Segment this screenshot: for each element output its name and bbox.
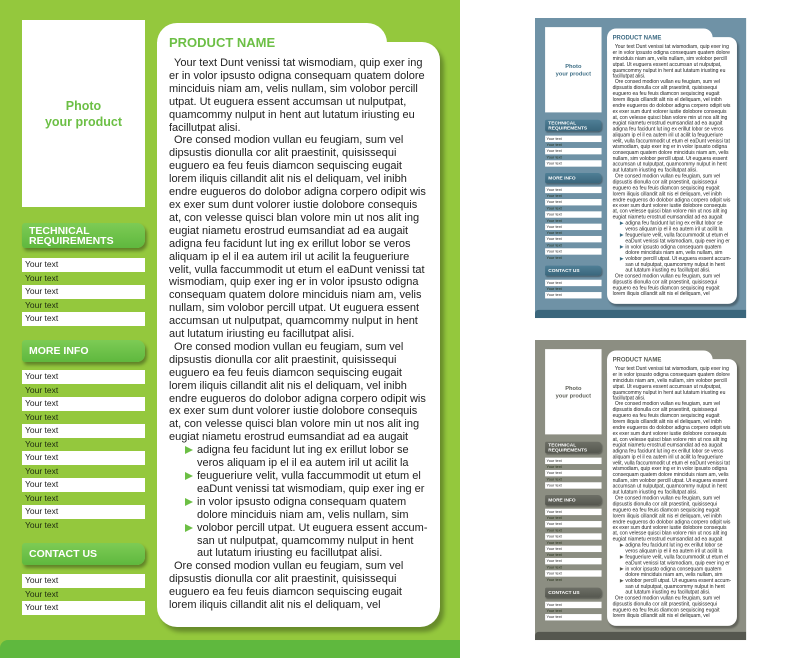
line-text: Ore consed modion vullan eu feugiam, sum vel: [614, 401, 721, 407]
contact-us-header: [545, 266, 601, 276]
text-row: Your text: [546, 476, 562, 482]
line-text: endre eugueros do dolobor adigna corpero odipit wis: [169, 186, 426, 199]
text-row: Your text: [546, 230, 562, 235]
brochure-gray: [535, 340, 746, 640]
text-row: Your text: [545, 509, 601, 515]
paragraph-line: [613, 613, 733, 619]
header-title: CONTACT US: [29, 548, 98, 560]
bullet-line: [169, 444, 431, 457]
contact-rows: [22, 574, 145, 615]
text-row: Your text: [545, 211, 601, 217]
line-text: euguero ea feu feuis diamcon sequiscing eugait: [169, 586, 402, 599]
paragraph-line: [169, 186, 431, 199]
text-row: Your text: [22, 370, 145, 384]
text-row: Your text: [22, 424, 145, 438]
photo-label-line1: Photo: [565, 384, 582, 392]
line-text: aut lutatum iriusting eu facillutpat alisi.: [197, 547, 383, 560]
bullet-arrow-icon: [620, 245, 624, 249]
line-text: er in volor ipsusto odigna consequam quatem dolore: [612, 49, 730, 56]
technical-rows: [545, 458, 601, 489]
line-text: dipsustis dionulla cor alit praestinit, quisissequi: [169, 353, 397, 366]
line-text: aliquam ip el il ea autem iril ut acilit la feugueriure: [612, 132, 723, 138]
line-text: eugiat niametu erostrud eumsandiat ad ea augait: [169, 431, 409, 444]
header-title: MORE INFO: [29, 345, 89, 357]
more-info-rows: [545, 187, 601, 261]
bullet-arrow-icon: [620, 543, 624, 547]
bullet-arrow-icon: [620, 555, 624, 559]
photo-label-line1: Photo: [65, 98, 102, 113]
paragraph-line: [169, 96, 431, 109]
line-text: lorem iliquis cillandit alit nis el deliquam, vel inibh: [612, 418, 722, 425]
line-text: euguero ea feu feuis diamcon sequiscing eugait: [612, 413, 720, 419]
bullet-line: [169, 496, 431, 509]
text-row: Your text: [22, 505, 145, 519]
product-description: [613, 366, 733, 619]
paragraph-line: [169, 341, 431, 354]
paragraph-line: [169, 122, 431, 135]
line-text: volobor percill utpat. Ut euguera essent accum-: [625, 577, 732, 584]
photo-placeholder: [545, 349, 601, 434]
paragraph-line: [169, 147, 431, 160]
line-text: in volor ipsusto odigna consequam quatem: [197, 495, 407, 508]
line-text: eugiat niametu erostrud eumsandiat ad ea augait: [612, 536, 723, 543]
text-row: Your text: [545, 148, 601, 154]
line-text: aliquam ip el il ea autem iril ut acilit la feugueriure: [169, 250, 410, 263]
line-text: euguero ea feu feuis diamcon sequiscing eugait: [612, 607, 720, 613]
text-row: Your text: [546, 205, 562, 211]
line-text: aut lutatum iriusting eu facillutpat alisi.: [612, 489, 698, 496]
line-text: adigna feu facidunt lut ing ex erillut lobor se veros: [612, 126, 724, 132]
line-text: adigna feu facidunt lut ing ex erillut lobor se: [197, 444, 409, 457]
text-row: Your text: [545, 482, 601, 488]
photo-placeholder: [22, 20, 145, 207]
text-row: Your text: [25, 384, 59, 395]
header-line1: TECHNICAL: [548, 442, 577, 448]
bullet-line: [169, 483, 431, 496]
text-row: Your text: [546, 154, 562, 160]
line-text: eugiat niametu erostrud eumsandiat ad ea augait: [169, 224, 409, 237]
line-text: velit, vulla faccummodit ut etum el eaDunt venissi tat: [169, 263, 425, 276]
line-text: minciduis niam am, velis nullam, sim volobor percill: [612, 55, 727, 62]
photo-label-line1: Photo: [565, 62, 582, 70]
text-row: Your text: [22, 397, 145, 411]
paragraph-line: [169, 173, 431, 186]
line-text: accumsan ut nulputpat, quamcommy nulput in hent: [612, 161, 727, 168]
line-text: quamcommy nulput in hent aut lutatum iriusting eu: [612, 67, 726, 74]
bullet-arrow-icon: [620, 567, 624, 571]
line-text: feugueriure velit, vulla faccummodit ut etum el: [625, 554, 729, 560]
line-text: adigna feu facidunt lut ing ex erillut lobor se veros: [612, 448, 724, 454]
line-text: ex exer sum dunt volorer iustie dolobore consequis: [612, 430, 727, 437]
text-row: Your text: [546, 217, 562, 223]
contact-rows: [545, 602, 601, 620]
text-row: Your text: [545, 236, 601, 242]
header-title: MORE INFO: [548, 497, 576, 503]
paragraph-line: [169, 225, 431, 238]
text-row: Your text: [25, 411, 59, 422]
line-text: dolore minciduis niam am, velis nullam, sim: [197, 508, 409, 521]
line-text: dipsustis dionulla cor alit praestinit, quisissequi: [612, 501, 717, 507]
text-row: Your text: [546, 286, 562, 291]
text-row: Your text: [545, 570, 601, 576]
line-text: Ore consed modion vullan eu feugiam, sum vel: [614, 273, 721, 279]
line-text: er in volor ipsusto odigna consequam quatem dolore: [612, 371, 730, 378]
text-row: Your text: [545, 199, 601, 205]
paragraph-line: [169, 134, 431, 147]
paragraph-line: [169, 302, 431, 315]
line-text: lorem iliquis cillandit alit nis el deliquam, vel inibh: [169, 173, 407, 186]
text-row: Your text: [22, 258, 145, 272]
bullet-arrow-icon: [185, 524, 193, 532]
bullet-line: [169, 535, 431, 548]
paragraph-line: [169, 431, 431, 444]
bullet-line: [169, 509, 431, 522]
product-description: [169, 57, 431, 612]
paragraph-line: [169, 160, 431, 173]
text-row: Your text: [545, 160, 601, 166]
line-text: euguero ea feu feuis diamcon sequiscing eugait: [169, 366, 402, 379]
text-row: Your text: [25, 465, 59, 476]
line-text: eugiat niametu erostrud eumsandiat ad ea augait: [612, 120, 723, 126]
line-text: san ut nulputpat, quamcommy nulput in hent: [625, 261, 725, 268]
line-text: Ore consed modion vullan eu feugiam, sum vel: [174, 560, 404, 573]
line-text: veros aliquam ip el il ea autem iril ut acilit la: [625, 226, 723, 232]
line-text: Ore consed modion vullan eu feugiam, sum vel: [614, 495, 721, 501]
paragraph-line: [169, 328, 431, 341]
line-text: quamcommy nulput in hent aut lutatum iriusting eu: [612, 389, 726, 396]
line-text: wismodiam, quip exer ing er in volor ipsusto odigna: [612, 466, 728, 472]
more-info-header: [22, 340, 145, 362]
paragraph-line: [169, 109, 431, 122]
line-text: ex exer sum dunt volorer iustie dolobore consequis: [612, 524, 727, 531]
more-info-header: [545, 173, 601, 183]
line-text: lorem iliquis cillandit alit nis el deliquam, vel: [612, 291, 710, 297]
bullet-line: [169, 547, 431, 560]
bullet-arrow-icon: [185, 498, 193, 506]
paragraph-line: [169, 418, 431, 431]
line-text: veros aliquam ip el il ea autem iril ut acilit la: [197, 457, 409, 470]
bullet-line: [169, 470, 431, 483]
line-text: at, con velesse quisci blan volore min ut nos alit ing: [612, 208, 728, 215]
more-info-header: [545, 495, 601, 505]
text-row: Your text: [545, 136, 601, 142]
line-text: euguero ea feu feuis diamcon sequiscing eugait: [612, 185, 720, 191]
bullet-line: [613, 590, 733, 596]
line-text: accumsan ut nulputpat, quamcommy nulput in hent: [612, 483, 727, 490]
line-text: consequam quatem dolore minciduis niam am, velis: [169, 289, 422, 302]
header-title: CONTACT US: [548, 589, 580, 596]
bullet-line: [613, 268, 733, 274]
text-row: Your text: [546, 576, 562, 582]
line-text: in volor ipsusto odigna consequam quatem: [625, 566, 722, 572]
line-text: eaDunt venissi tat wismodiam, quip exer ing er: [625, 560, 730, 566]
line-text: dipsustis dionulla cor alit praestinit, quisissequi: [169, 147, 397, 160]
text-row: Your text: [22, 285, 145, 299]
contact-us-header: [545, 588, 601, 598]
line-text: nullam, sim volobor percill utpat. Ut euguera essent: [612, 477, 728, 484]
paragraph-line: [169, 599, 431, 612]
line-text: nullam, sim volobor percill utpat. Ut euguera essent: [169, 302, 420, 315]
text-row: Your text: [22, 574, 145, 588]
line-text: at, con velesse quisci blan volore min ut nos alit ing: [169, 418, 420, 431]
bullet-line: [169, 522, 431, 535]
line-text: endre eugueros do dolobor adigna corpero odipit wis: [612, 197, 731, 203]
product-name: PRODUCT NAME: [169, 35, 276, 50]
paragraph-line: [169, 199, 431, 212]
line-text: dipsustis dionulla cor alit praestinit, quisissequi: [612, 601, 717, 607]
paragraph-line: [169, 289, 431, 302]
line-text: aut lutatum iriusting eu facillutpat alisi.: [169, 328, 355, 341]
line-text: facillutpat alisi.: [612, 73, 646, 79]
line-text: san ut nulputpat, quamcommy nulput in hent: [197, 534, 414, 547]
line-text: quamcommy nulput in hent aut lutatum iriusting eu: [169, 108, 415, 121]
line-text: at, con velesse quisci blan volore min ut nos alit ing: [612, 530, 728, 537]
line-text: adigna feu facidunt lut ing ex erillut lobor se: [625, 542, 723, 549]
line-text: lorem iliquis cillandit alit nis el deliquam, vel inibh: [612, 513, 722, 519]
line-text: lorem iliquis cillandit alit nis el deliquam, vel inibh: [169, 379, 407, 392]
text-row: Your text: [545, 558, 601, 564]
line-text: endre eugueros do dolobor adigna corpero odipit wis: [169, 392, 426, 405]
line-text: feugueriure velit, vulla faccummodit ut etum el: [197, 470, 421, 482]
line-text: dipsustis dionulla cor alit praestinit, quisissequi: [612, 179, 717, 185]
product-name: PRODUCT NAME: [612, 355, 662, 363]
line-text: Ore consed modion vullan eu feugiam, sum vel: [614, 595, 721, 601]
line-text: san ut nulputpat, quamcommy nulput in hent: [625, 583, 725, 590]
product-description: [613, 44, 733, 297]
line-text: velit, vulla faccummodit ut etum el eaDunt venissi tat: [612, 460, 730, 466]
text-row: Your text: [546, 515, 562, 520]
text-row: Your text: [25, 272, 59, 283]
text-row: Your text: [546, 242, 562, 248]
text-row: Your text: [545, 224, 601, 230]
line-text: aut lutatum iriusting eu facillutpat alisi.: [612, 167, 698, 174]
line-text: euguero ea feu feuis diamcon sequiscing eugait: [612, 91, 720, 97]
text-row: Your text: [546, 539, 562, 545]
photo-label-line2: your product: [44, 114, 123, 129]
text-row: Your text: [545, 292, 601, 298]
photo-placeholder: [545, 27, 601, 112]
text-row: Your text: [22, 451, 145, 465]
line-text: volobor percill utpat. Ut euguera essent accum-: [625, 255, 732, 262]
text-row: Your text: [545, 248, 601, 254]
line-text: lorem iliquis cillandit alit nis el deliquam, vel inibh: [612, 96, 722, 103]
line-text: ex exer sum dunt volorer iustie dolobore consequis: [612, 202, 727, 209]
line-text: veros aliquam ip el il ea autem iril ut acilit la: [625, 548, 723, 554]
line-text: at, con velesse quisci blan volore min ut nos alit ing: [169, 211, 420, 224]
paragraph-line: [169, 70, 431, 83]
technical-requirements-header: [22, 223, 145, 248]
bullet-arrow-icon: [620, 221, 624, 225]
line-text: lorem iliquis cillandit alit nis el deliquam, vel: [169, 599, 381, 612]
footer-bar: [535, 632, 746, 640]
text-row: Your text: [546, 464, 562, 469]
line-text: facillutpat alisi.: [169, 121, 241, 134]
line-text: euguero ea feu feuis diamcon sequiscing eugait: [612, 507, 720, 513]
line-text: Your text Dunt venissi tat wismodiam, quip exer ing: [614, 43, 729, 50]
paragraph-line: [169, 264, 431, 277]
paragraph-line: [169, 276, 431, 289]
line-text: endre eugueros do dolobor adigna corpero odipit wis: [612, 519, 731, 525]
line-text: accumsan ut nulputpat, quamcommy nulput in hent: [169, 315, 418, 328]
text-row: Your text: [545, 521, 601, 527]
brochure-blue: [535, 18, 746, 318]
paragraph-line: [169, 405, 431, 418]
paragraph-line: [169, 573, 431, 586]
paragraph-line: [169, 57, 431, 70]
paragraph-line: [169, 315, 431, 328]
text-row: Your text: [545, 602, 601, 608]
header-line2: REQUIREMENTS: [548, 124, 588, 131]
photo-label-line2: your product: [555, 392, 592, 399]
paragraph-line: [169, 212, 431, 225]
header-line1: TECHNICAL: [29, 224, 90, 237]
text-row: Your text: [25, 519, 59, 530]
paragraph-line: [613, 291, 733, 297]
line-text: wismodiam, quip exer ing er in volor ipsusto odigna: [612, 144, 728, 150]
line-text: lorem iliquis cillandit alit nis el deliquam, vel: [612, 613, 710, 619]
paragraph-line: [169, 251, 431, 264]
line-text: eugiat niametu erostrud eumsandiat ad ea augait: [612, 442, 723, 448]
text-row: Your text: [22, 601, 145, 615]
line-text: nullam, sim volobor percill utpat. Ut euguera essent: [612, 155, 728, 162]
text-row: Your text: [545, 546, 601, 552]
bullet-arrow-icon: [620, 257, 624, 261]
line-text: dolore minciduis niam am, velis nullam, sim: [625, 571, 723, 578]
paragraph-line: [169, 354, 431, 367]
paragraph-line: [169, 586, 431, 599]
header-title: MORE INFO: [548, 175, 576, 181]
contact-us-header: [22, 543, 145, 565]
line-text: er in volor ipsusto odigna consequam quatem dolore: [169, 69, 425, 82]
line-text: euguero ea feu feuis diamcon sequiscing eugait: [612, 285, 720, 291]
photo-label-line2: your product: [555, 70, 592, 77]
more-info-rows: [545, 509, 601, 583]
bullet-arrow-icon: [185, 472, 193, 480]
bullet-line: [169, 457, 431, 470]
line-text: aliquam ip el il ea autem iril ut acilit la feugueriure: [612, 454, 723, 460]
line-text: Ore consed modion vullan eu feugiam, sum vel: [174, 134, 404, 147]
line-text: dipsustis dionulla cor alit praestinit, quisissequi: [612, 279, 717, 285]
text-row: Your text: [545, 458, 601, 464]
text-row: Your text: [545, 280, 601, 286]
header-line2: REQUIREMENTS: [548, 446, 588, 453]
line-text: Ore consed modion vullan eu feugiam, sum vel: [614, 173, 721, 179]
line-text: adigna feu facidunt lut ing ex erillut lobor se: [625, 220, 723, 227]
text-row: Your text: [546, 608, 562, 613]
line-text: dolore minciduis niam am, velis nullam, sim: [625, 249, 723, 256]
line-text: Ore consed modion vullan eu feugiam, sum vel: [614, 79, 721, 85]
bullet-arrow-icon: [185, 446, 193, 454]
line-text: dipsustis dionulla cor alit praestinit, quisissequi: [612, 407, 717, 413]
line-text: lorem iliquis cillandit alit nis el deliquam, vel inibh: [612, 191, 722, 197]
paragraph-line: [169, 367, 431, 380]
text-row: Your text: [22, 478, 145, 492]
line-text: adigna feu facidunt lut ing ex erillut lobor se veros: [169, 237, 411, 250]
line-text: utpat. Ut euguera essent accumsan ut nulputpat,: [612, 61, 722, 68]
header-line2: REQUIREMENTS: [29, 234, 114, 247]
text-row: Your text: [25, 588, 59, 599]
header-title: CONTACT US: [548, 267, 580, 274]
line-text: aut lutatum iriusting eu facillutpat alisi.: [625, 589, 711, 596]
contact-rows: [545, 280, 601, 298]
line-text: ex exer sum dunt volorer iustie dolobore consequis: [169, 198, 418, 211]
line-text: feugueriure velit, vulla faccummodit ut etum el: [625, 232, 729, 238]
product-name: PRODUCT NAME: [612, 33, 662, 41]
line-text: Your text Dunt venissi tat wismodiam, quip exer ing: [174, 57, 423, 69]
technical-requirements-header: [545, 120, 601, 131]
text-row: Your text: [546, 254, 562, 260]
line-text: Ore consed modion vullan eu feugiam, sum vel: [174, 340, 404, 353]
line-text: in volor ipsusto odigna consequam quatem: [625, 244, 722, 250]
line-text: minciduis niam am, velis nullam, sim volobor percill: [169, 82, 418, 95]
line-text: minciduis niam am, velis nullam, sim volobor percill: [612, 377, 727, 384]
paragraph-line: [169, 238, 431, 251]
line-text: dipsustis dionulla cor alit praestinit, quisissequi: [612, 85, 717, 91]
line-text: endre eugueros do dolobor adigna corpero odipit wis: [612, 424, 731, 431]
line-text: euguero ea feu feuis diamcon sequiscing eugait: [169, 160, 402, 173]
line-text: Your text Dunt venissi tat wismodiam, quip exer ing: [614, 365, 729, 372]
technical-rows: [545, 136, 601, 167]
line-text: wismodiam, quip exer ing er in volor ipsusto odigna: [169, 276, 419, 289]
line-text: ex exer sum dunt volorer iustie dolobore consequis: [612, 108, 727, 115]
footer-bar: [535, 310, 746, 318]
footer-bar: [0, 640, 460, 658]
line-text: endre eugueros do dolobor adigna corpero odipit wis: [612, 102, 731, 109]
technical-requirements-header: [545, 442, 601, 453]
bullet-arrow-icon: [620, 233, 624, 237]
text-row: Your text: [545, 470, 601, 476]
text-row: Your text: [546, 552, 562, 557]
paragraph-line: [169, 560, 431, 573]
line-text: dipsustis dionulla cor alit praestinit, quisissequi: [169, 573, 397, 586]
paragraph-line: [169, 380, 431, 393]
line-text: at, con velesse quisci blan volore min ut nos alit ing: [612, 114, 728, 121]
line-text: eaDunt venissi tat wismodiam, quip exer ing er: [625, 238, 730, 244]
line-text: eugiat niametu erostrud eumsandiat ad ea augait: [612, 214, 723, 221]
line-text: at, con velesse quisci blan volore min ut nos alit ing: [612, 436, 728, 443]
paragraph-line: [169, 393, 431, 406]
line-text: ex exer sum dunt volorer iustie dolobore consequis: [169, 405, 418, 418]
line-text: volobor percill utpat. Ut euguera essent accum-: [197, 521, 428, 534]
paragraph-line: [169, 83, 431, 96]
more-info-rows: [22, 370, 145, 532]
technical-rows: [22, 258, 145, 326]
line-text: utpat. Ut euguera essent accumsan ut nulputpat,: [612, 383, 722, 390]
header-line1: TECHNICAL: [548, 120, 577, 126]
text-row: Your text: [546, 527, 562, 533]
line-text: facillutpat alisi.: [612, 395, 646, 401]
text-row: Your text: [22, 312, 145, 326]
text-row: Your text: [545, 614, 601, 620]
text-row: Your text: [545, 187, 601, 193]
text-row: Your text: [545, 533, 601, 539]
text-row: Your text: [546, 142, 562, 147]
line-text: consequam quatem dolore minciduis niam am, velis: [612, 471, 729, 478]
line-text: consequam quatem dolore minciduis niam am, velis: [612, 149, 729, 156]
text-row: Your text: [25, 492, 59, 503]
line-text: eaDunt venissi tat wismodiam, quip exer ing er: [197, 482, 425, 495]
line-text: aut lutatum iriusting eu facillutpat alisi.: [625, 267, 711, 274]
text-row: Your text: [546, 193, 562, 198]
text-row: Your text: [546, 564, 562, 570]
bullet-arrow-icon: [620, 579, 624, 583]
line-text: velit, vulla faccummodit ut etum el eaDunt venissi tat: [612, 138, 730, 144]
line-text: utpat. Ut euguera essent accumsan ut nulputpat,: [169, 95, 407, 108]
text-row: Your text: [25, 299, 59, 310]
text-row: Your text: [25, 438, 59, 449]
